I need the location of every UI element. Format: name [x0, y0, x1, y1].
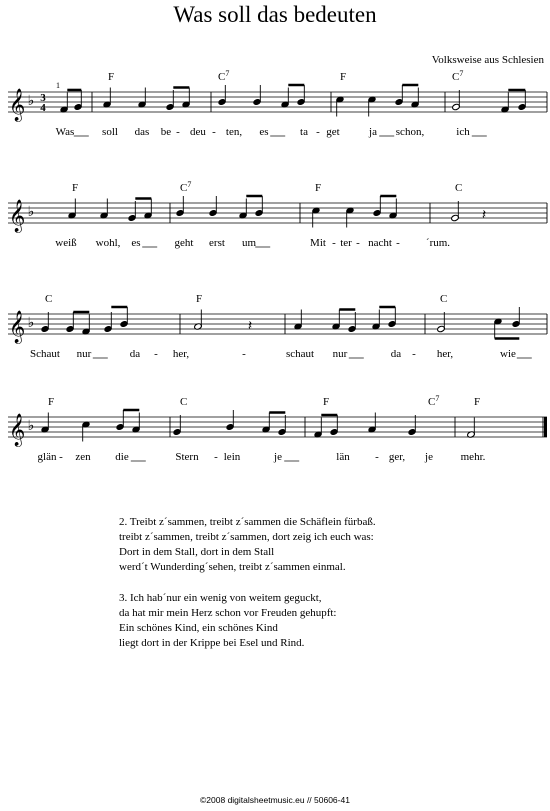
chord-symbol: C — [180, 396, 188, 408]
verse-line: 2. Treibt z´sammen, treibt z´sammen die Schäflein fürbaß. — [119, 516, 376, 528]
chord-symbol: F — [315, 182, 322, 194]
lyric-syllable: - — [396, 237, 400, 249]
lyric-syllable: - — [375, 451, 379, 463]
lyric-syllable: her, — [172, 348, 190, 360]
lyric-syllable: die — [115, 451, 129, 463]
lyric-syllable: das — [134, 126, 150, 138]
lyric-syllable: län — [336, 451, 350, 463]
lyric-syllable: - — [212, 126, 216, 138]
flat-key-icon: ♭ — [27, 205, 35, 220]
chord-symbol: $C^7$ — [180, 180, 192, 194]
chord-symbol: F — [108, 71, 115, 83]
lyric-syllable: es — [131, 237, 141, 249]
chord-symbol: C — [455, 182, 463, 194]
verse-line: liegt dort in der Krippe bei Esel und Rind. — [119, 637, 305, 649]
lyric-syllable: ger, — [388, 451, 406, 463]
lyric-syllable: - — [176, 126, 180, 138]
lyric-syllable: nur — [76, 348, 92, 360]
lyric-syllable: ter — [340, 237, 352, 249]
staff-system — [8, 293, 547, 360]
measure-number: 1 — [56, 81, 60, 90]
treble-clef-icon: 𝄞 — [8, 201, 26, 232]
lyric-syllable: ten, — [225, 126, 243, 138]
chord-symbol: $C^7$ — [218, 69, 230, 83]
staff-system — [8, 394, 547, 463]
final-barline — [544, 417, 547, 437]
lyric-syllable: - — [154, 348, 158, 360]
time-sig-top: 3 — [40, 92, 46, 104]
staff-system — [8, 69, 547, 138]
lyric-syllable: - — [356, 237, 360, 249]
verse-line: werd´t Wunderding´sehen, treibt z´sammen einmal. — [119, 561, 346, 573]
lyric-syllable: soll — [102, 126, 118, 138]
lyric-syllable: ´rum. — [425, 237, 451, 249]
lyric-syllable: wohl, — [95, 237, 121, 249]
staff-system — [8, 180, 547, 249]
chord-symbol: $C^7$ — [452, 69, 464, 83]
time-sig-bottom: 4 — [40, 102, 46, 114]
treble-clef-icon: 𝄞 — [8, 312, 26, 343]
copyright-footer: ©2008 digitalsheetmusic.eu // 50606-41 — [200, 795, 350, 805]
lyric-syllable: nacht — [368, 237, 392, 249]
quarter-rest-icon: 𝄽 — [481, 208, 487, 223]
lyric-syllable: geht — [174, 237, 194, 249]
chord-symbol: F — [72, 182, 79, 194]
quarter-rest-icon: 𝄽 — [247, 319, 253, 334]
lyric-syllable: her, — [436, 348, 454, 360]
lyric-syllable: - — [59, 451, 63, 463]
lyric-syllable: get — [326, 126, 340, 138]
additional-verses — [119, 515, 376, 667]
verse-3 — [119, 591, 376, 651]
lyric-syllable: da — [390, 348, 402, 360]
treble-clef-icon: 𝄞 — [8, 415, 26, 446]
lyric-syllable: be — [160, 126, 172, 138]
lyric-syllable: mehr. — [460, 451, 486, 463]
lyric-syllable: da — [129, 348, 141, 360]
lyric-syllable: je — [425, 451, 433, 463]
chord-symbol: F — [48, 396, 55, 408]
lyric-syllable: je — [274, 451, 282, 463]
chord-symbol: F — [196, 293, 203, 305]
lyric-syllable: um — [241, 237, 257, 249]
verse-line: treibt z´sammen, treibt z´sammen, dort zeig ich euch was: — [119, 531, 374, 543]
lyric-syllable: schon, — [395, 126, 425, 138]
composer-credit: Volksweise aus Schlesien — [431, 54, 544, 66]
verse-line: 3. Ich hab´nur ein wenig von weitem geguckt, — [119, 592, 322, 604]
lyric-syllable: wie — [500, 348, 516, 360]
lyric-syllable: Mit — [310, 237, 326, 249]
verse-line: da hat mir mein Herz schon vor Freuden gehupft: — [119, 607, 337, 619]
time-signature — [40, 92, 46, 114]
chord-symbol: C — [440, 293, 448, 305]
lyric-syllable: Was — [55, 126, 75, 138]
chord-symbol: $C^7$ — [428, 394, 440, 408]
verse-line: Dort in dem Stall, dort in dem Stall — [119, 546, 275, 558]
lyric-syllable: - — [316, 126, 320, 138]
flat-key-icon: ♭ — [27, 419, 35, 434]
flat-key-icon: ♭ — [27, 94, 35, 109]
flat-key-icon: ♭ — [27, 316, 35, 331]
lyric-syllable: - — [412, 348, 416, 360]
lyric-syllable: - — [214, 451, 218, 463]
treble-clef-icon: 𝄞 — [8, 90, 26, 121]
lyric-syllable: Stern — [175, 451, 199, 463]
verse-2 — [119, 515, 376, 575]
lyric-syllable: Schaut — [30, 348, 60, 360]
lyric-syllable: schaut — [285, 348, 315, 360]
lyric-syllable: nur — [332, 348, 348, 360]
chord-symbol: F — [323, 396, 330, 408]
lyric-syllable: es — [259, 126, 269, 138]
lyric-syllable: weiß — [55, 237, 77, 249]
chord-symbol: F — [340, 71, 347, 83]
lyric-syllable: - — [332, 237, 336, 249]
lyric-syllable: zen — [75, 451, 91, 463]
lyric-syllable: ta — [300, 126, 308, 138]
lyric-syllable: lein — [223, 451, 241, 463]
lyric-syllable: glän — [37, 451, 57, 463]
chord-symbol: F — [474, 396, 481, 408]
lyric-syllable: erst — [209, 237, 225, 249]
verse-line: Ein schönes Kind, ein schönes Kind — [119, 622, 278, 634]
lyric-syllable: deu — [190, 126, 206, 138]
lyric-syllable: ja — [369, 126, 377, 138]
lyric-syllable: ich — [456, 126, 470, 138]
chord-symbol: C — [45, 293, 53, 305]
song-title: Was soll das bedeuten — [173, 2, 377, 27]
lyric-syllable: - — [242, 348, 246, 360]
